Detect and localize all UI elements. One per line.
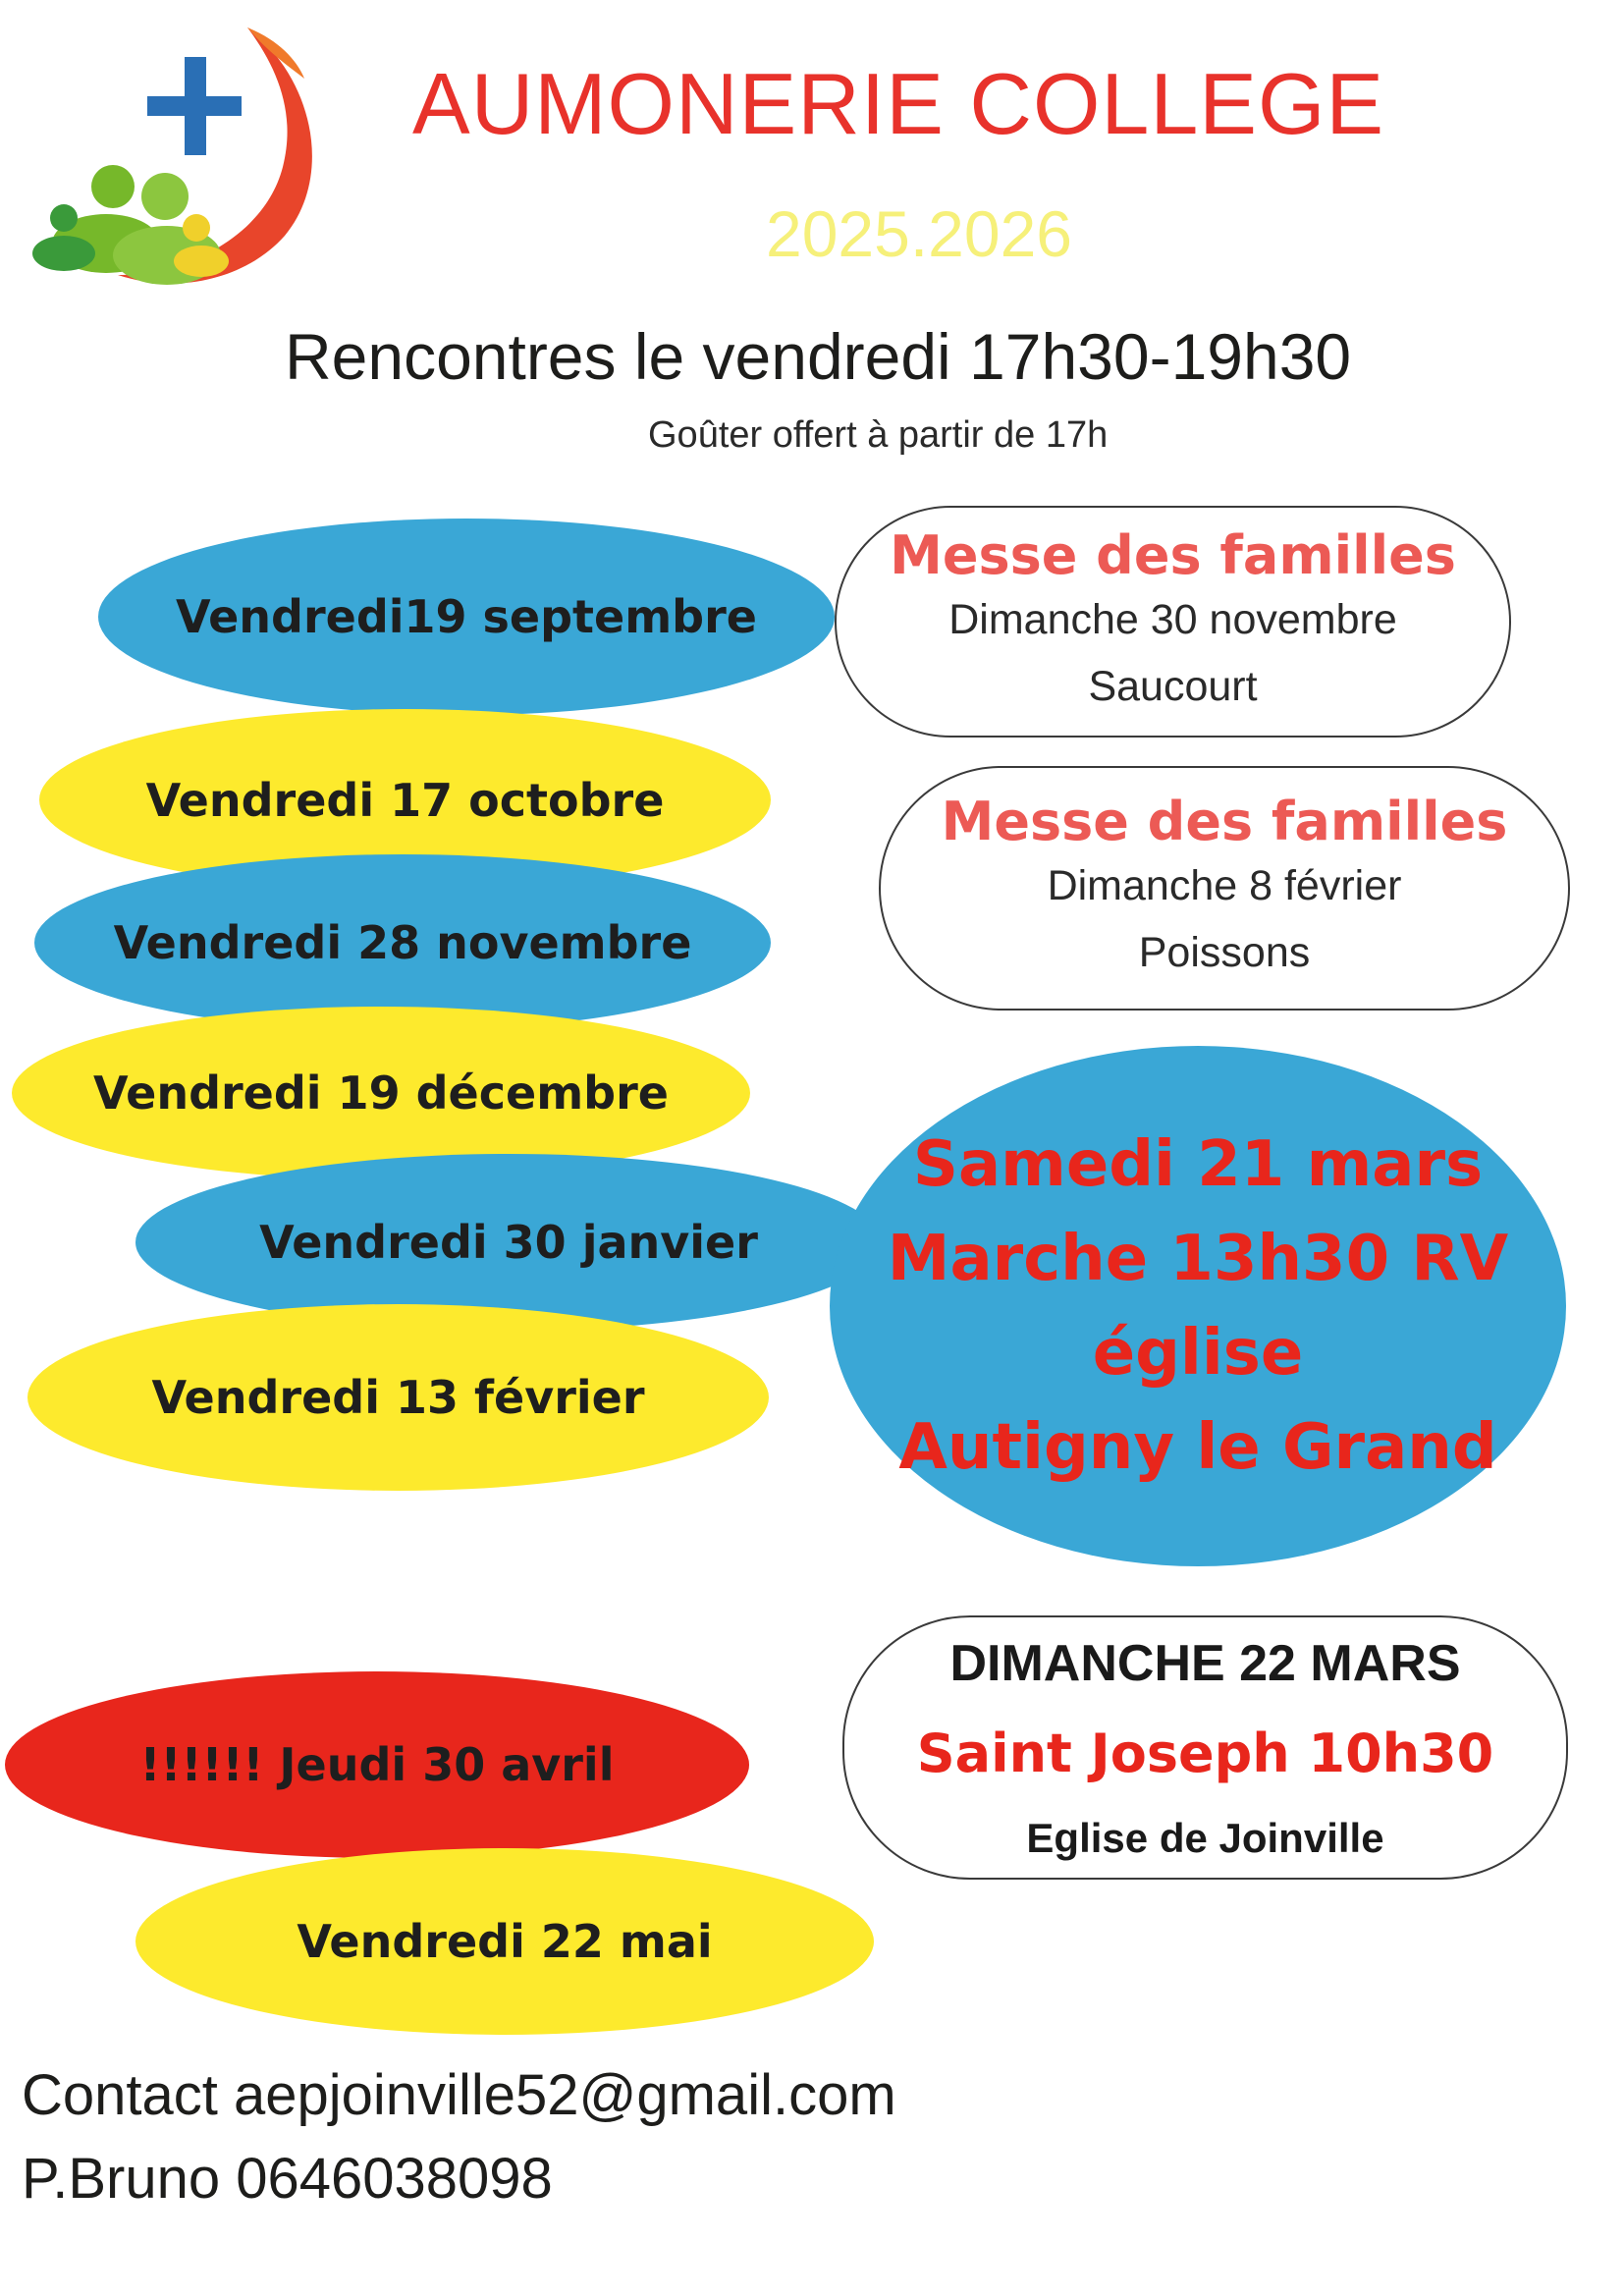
family-mass-card-2 (879, 766, 1570, 1011)
meeting-date-label: Vendredi 22 mai (297, 1915, 713, 1968)
family-mass-place: Saucourt (1088, 662, 1258, 710)
page-title: AUMONERIE COLLEGE (412, 55, 1385, 152)
march-event-bubble (830, 1046, 1566, 1566)
meeting-date-8 (135, 1848, 874, 2035)
meeting-date-label: Vendredi 19 décembre (93, 1066, 669, 1120)
family-mass-heading: Messe des familles (941, 791, 1508, 852)
family-mass-date: Dimanche 8 février (1047, 862, 1402, 909)
family-mass-place: Poissons (1138, 929, 1311, 976)
meeting-date-7 (5, 1671, 749, 1858)
march-meeting-point: église (1092, 1317, 1304, 1390)
saint-joseph-location: Eglise de Joinville (1026, 1814, 1384, 1861)
march-date: Samedi 21 mars (912, 1128, 1484, 1201)
family-mass-heading: Messe des familles (890, 523, 1456, 586)
meeting-date-label: !!!!!! Jeudi 30 avril (139, 1738, 615, 1791)
meeting-date-3 (34, 854, 771, 1031)
saint-joseph-date: DIMANCHE 22 MARS (949, 1634, 1461, 1692)
meeting-date-label: Vendredi 13 février (151, 1371, 645, 1424)
saint-joseph-card (842, 1615, 1568, 1880)
snack-note: Goûter offert à partir de 17h (648, 414, 1109, 456)
chaplaincy-logo-icon (20, 10, 344, 295)
family-mass-date: Dimanche 30 novembre (948, 595, 1397, 643)
meeting-date-label: Vendredi 30 janvier (259, 1216, 758, 1269)
meeting-date-5 (135, 1154, 882, 1331)
meeting-date-label: Vendredi 17 octobre (145, 773, 665, 827)
meeting-date-6 (27, 1304, 769, 1491)
meeting-date-1 (98, 519, 835, 715)
march-time: Marche 13h30 RV (887, 1223, 1509, 1295)
family-mass-card-1 (835, 506, 1511, 738)
march-location: Autigny le Grand (898, 1411, 1497, 1484)
contact-phone: P.Bruno 0646038098 (22, 2147, 553, 2211)
school-year: 2025.2026 (766, 197, 1072, 270)
meeting-date-label: Vendredi19 septembre (175, 590, 757, 643)
saint-joseph-time: Saint Joseph 10h30 (916, 1722, 1494, 1784)
meeting-date-label: Vendredi 28 novembre (113, 916, 692, 969)
meeting-schedule: Rencontres le vendredi 17h30-19h30 (285, 320, 1352, 393)
meeting-date-4 (12, 1007, 750, 1179)
contact-email: Contact aepjoinville52@gmail.com (22, 2063, 896, 2127)
